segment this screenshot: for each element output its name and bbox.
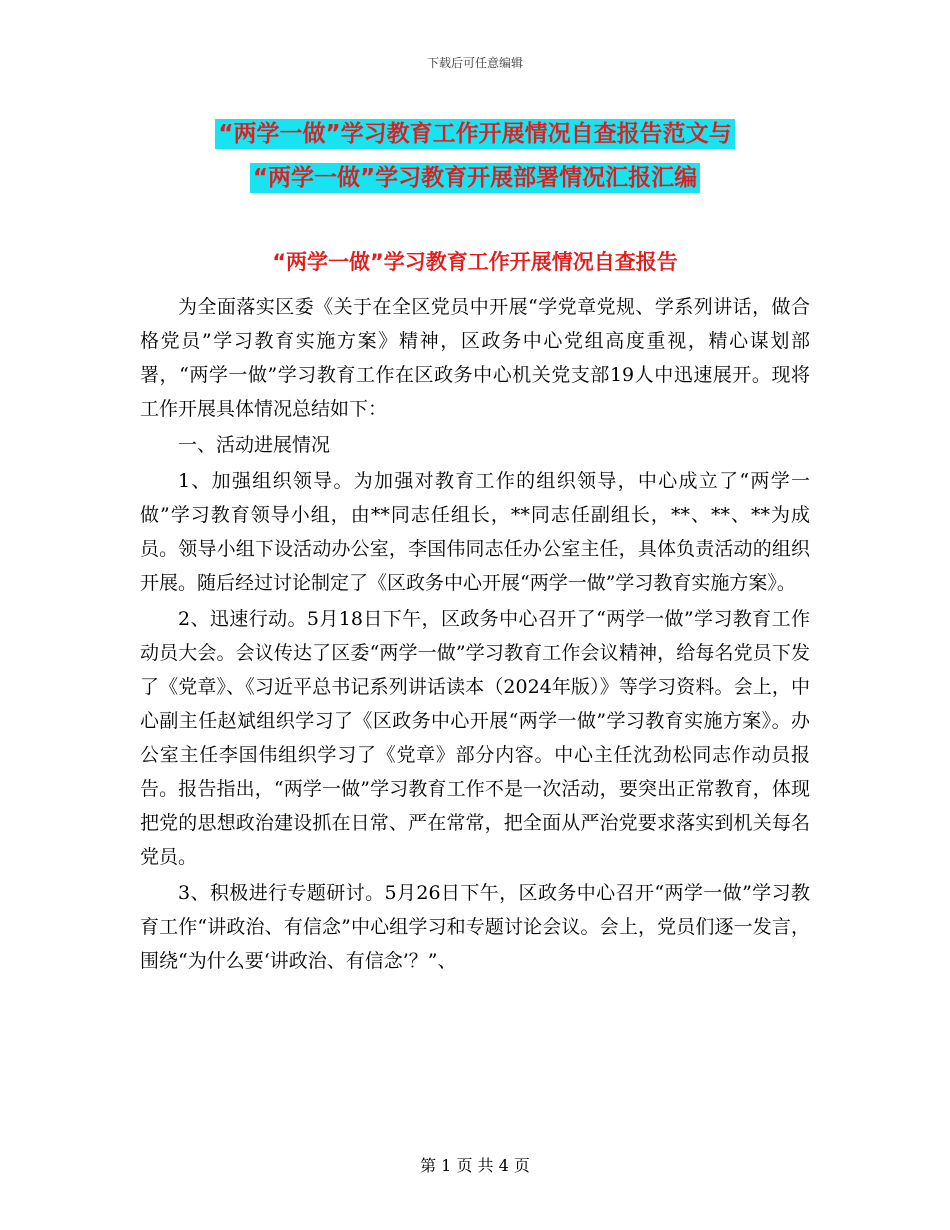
- main-title-line-2: “两学一做”学习教育开展部署情况汇报汇编: [250, 163, 700, 193]
- main-title-line-1: “两学一做”学习教育工作开展情况自查报告范文与: [215, 119, 734, 149]
- paragraph-item-2: 2、迅速行动。5月18日下午，区政务中心召开了“两学一做”学习教育工作动员大会。会议传达了区委“两学一做”学习教育工作会议精神，给每名党员下发了《党章》、《习近平总书记系列讲话读本（2024年版）》等学习资料。会上，中心副主任赵斌组织学习了《区政务中心开展“两学一做”学习教育实施方案》。办公室主任李国伟组织学习了《党章》部分内容。中心主任沈劲松同志作动员报告。报告指出，“两学一做”学习教育工作不是一次活动，要突出正常教育，体现把党的思想政治建设抓在日常、严在常常，把全面从严治党要求落实到机关每名党员。: [140, 608, 810, 868]
- paragraph-item-1: 1、加强组织领导。为加强对教育工作的组织领导，中心成立了“两学一做”学习教育领导小组，由**同志任组长，**同志任副组长，**、**、**为成员。领导小组下设活动办公室，李国伟同志任办公室主任，具体负责活动的组织开展。随后经过讨论制定了《区政务中心开展“两学一做”学习教育实施方案》。: [140, 470, 810, 594]
- header-note: 下载后可任意编辑: [426, 56, 523, 70]
- paragraph-intro: 为全面落实区委《关于在全区党员中开展“学党章党规、学系列讲话，做合格党员”学习教育实施方案》精神，区政务中心党组高度重视，精心谋划部署，“两学一做”学习教育工作在区政务中心机关党支部19人中迅速展开。现将工作开展具体情况总结如下：: [140, 296, 810, 420]
- section-title: “两学一做”学习教育工作开展情况自查报告: [272, 250, 678, 274]
- document-main-title: [140, 112, 810, 200]
- page-footer: 第 1 页 共 4 页: [420, 1156, 530, 1175]
- paragraph-heading-progress: 一、活动进展情况: [178, 434, 331, 456]
- document-body: [140, 290, 810, 978]
- paragraph-item-3: 3、积极进行专题研讨。5月26日下午，区政务中心召开“两学一做”学习教育工作“讲政治、有信念”中心组学习和专题讨论会议。会上，党员们逐一发言，围绕“为什么要‘讲政治、有信念’？”、: [140, 882, 810, 972]
